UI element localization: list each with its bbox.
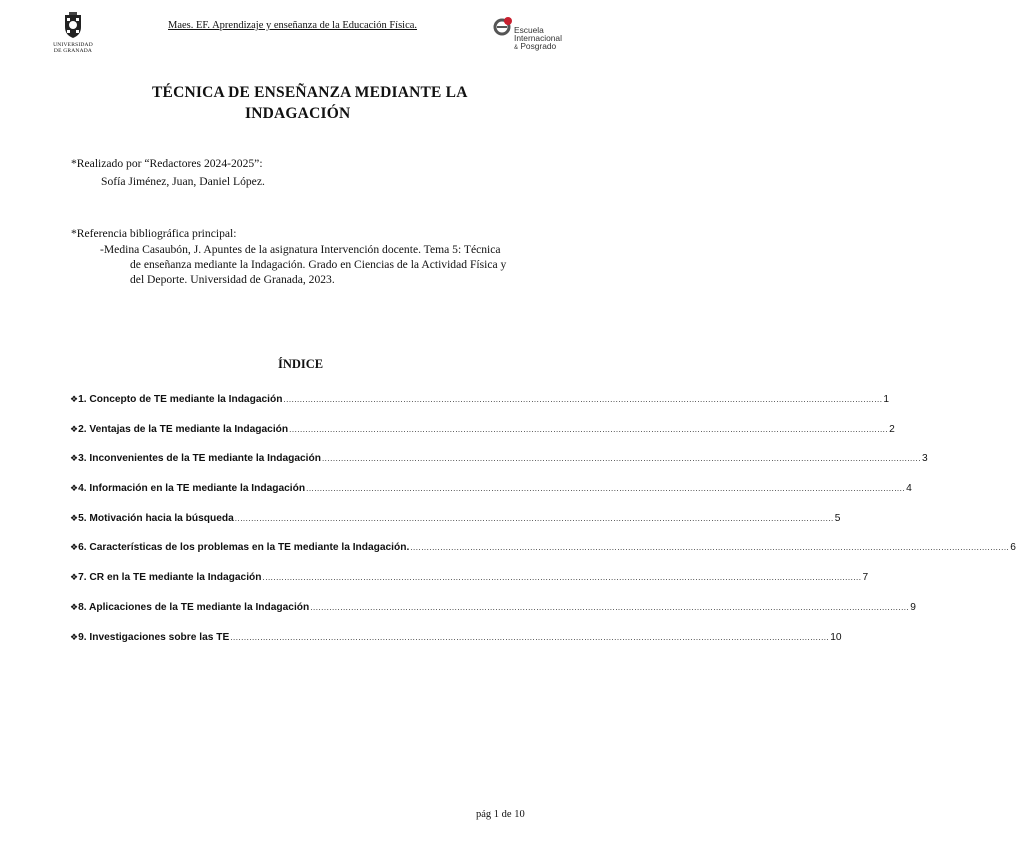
toc-leader-dots: ............................................................................................................................................................................................................................ [306, 484, 906, 494]
diamond-bullet-icon: ❖ [70, 512, 79, 523]
diamond-bullet-icon: ❖ [70, 631, 79, 642]
reference-text: -Medina Casaubón, J. Apuntes de la asignatura Intervención docente. Tema 5: Técnica de enseñanza mediante la Indagación. Grado en Ciencias de la Actividad Física y del Deporte. Universidad de Granada, 2023. [100, 243, 507, 286]
toc-entry[interactable] [70, 453, 928, 483]
toc-entry[interactable] [70, 572, 869, 602]
document-title: TÉCNICA DE ENSEÑANZA MEDIANTE LA INDAGACIÓN [152, 84, 468, 122]
toc-entry-label[interactable]: 4. Información en la TE mediante la Indagación [78, 483, 306, 495]
toc-entry[interactable] [70, 394, 890, 424]
toc-leader-dots: ............................................................................................................................................................................................................................ [230, 632, 830, 642]
school-logo [492, 14, 582, 54]
toc-entry[interactable] [70, 601, 916, 632]
toc-entry-page: 2 [889, 423, 895, 435]
diamond-bullet-icon: ❖ [70, 542, 79, 553]
toc-leader-dots: ............................................................................................................................................................................................................................ [289, 424, 889, 434]
toc-entry[interactable] [70, 542, 1016, 572]
running-header: Maes. EF. Aprendizaje y enseñanza de la Educación Física. [168, 20, 418, 31]
diamond-bullet-icon: ❖ [70, 601, 79, 612]
toc-entry[interactable] [70, 483, 912, 513]
page-number: pág 1 de 10 [476, 809, 525, 820]
toc-entry[interactable] [70, 423, 895, 454]
toc-entry-page: 6 [1010, 542, 1016, 554]
toc-entry-label[interactable]: 1. Concepto de TE mediante la Indagación [78, 394, 283, 405]
diamond-bullet-icon: ❖ [70, 453, 79, 464]
toc-entry-page: 5 [834, 512, 841, 524]
reference-label: *Referencia bibliográfica principal: [71, 227, 237, 240]
diamond-bullet-icon: ❖ [70, 394, 79, 404]
toc-entry-page: 4 [906, 483, 912, 495]
table-of-contents [70, 394, 1016, 661]
diamond-bullet-icon: ❖ [70, 423, 79, 434]
toc-entry-label[interactable]: 5. Motivación hacia la búsqueda [78, 512, 234, 524]
toc-leader-dots: ............................................................................................................................................................................................................................ [234, 513, 834, 523]
toc-leader-dots: ............................................................................................................................................................................................................................ [321, 454, 921, 464]
university-logo [48, 12, 98, 54]
toc-entry-page: 3 [921, 453, 928, 465]
toc-entry-page: 9 [910, 601, 916, 613]
toc-entry-label[interactable]: 6. Características de los problemas en la TE mediante la Indagación. [78, 542, 410, 554]
toc-leader-dots: ............................................................................................................................................................................................................................ [262, 573, 862, 583]
toc-entry-label[interactable]: 9. Investigaciones sobre las TE [78, 631, 230, 643]
toc-entry-label[interactable]: 3. Inconvenientes de la TE mediante la Indagación [78, 453, 321, 465]
toc-leader-dots: ............................................................................................................................................................................................................................ [410, 543, 1010, 553]
toc-entry[interactable] [70, 631, 842, 662]
toc-entry-label[interactable]: 2. Ventajas de la TE mediante la Indagación [78, 423, 289, 435]
toc-entry-page: 10 [830, 631, 842, 643]
diamond-bullet-icon: ❖ [70, 572, 79, 583]
school-name: Escuela Internacional & Posgrado [514, 25, 562, 51]
index-title: ÍNDICE [278, 357, 324, 371]
toc-entry-label[interactable]: 7. CR en la TE mediante la Indagación [78, 572, 262, 584]
toc-entry[interactable] [70, 512, 841, 543]
university-shield-icon [60, 12, 86, 40]
toc-entry-page: 1 [883, 394, 890, 405]
toc-entry-label[interactable]: 8. Aplicaciones de la TE mediante la Indagación [78, 601, 310, 613]
toc-leader-dots: ............................................................................................................................................................................................................................ [310, 602, 910, 612]
authors-names: Sofía Jiménez, Juan, Daniel López. [101, 175, 265, 188]
diamond-bullet-icon: ❖ [70, 483, 79, 494]
toc-leader-dots: ............................................................................................................................................................................................................................ [283, 395, 883, 404]
authors-label: *Realizado por “Redactores 2024-2025”: [71, 157, 263, 170]
university-name: UNIVERSIDAD DE GRANADA [53, 42, 93, 54]
toc-entry-page: 7 [862, 572, 869, 584]
school-emblem-icon [492, 16, 514, 38]
